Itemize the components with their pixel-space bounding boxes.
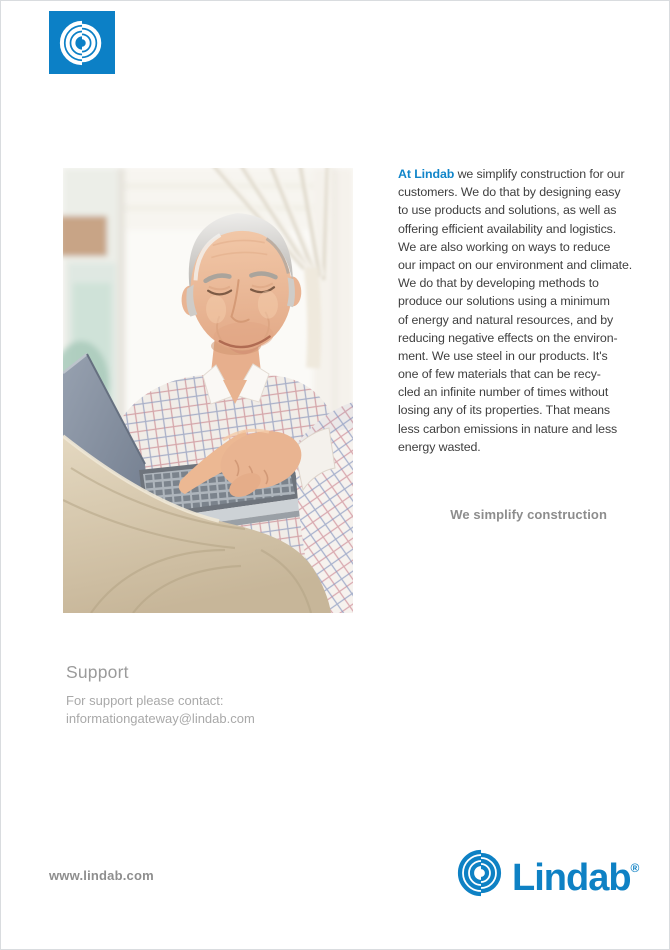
intro-body-line: to use products and solutions, as well as [398, 203, 617, 218]
intro-body-line: ment. We use steel in our products. It's [398, 348, 608, 363]
support-contact-line: For support please contact: [66, 693, 224, 708]
intro-body-line: reducing negative effects on the environ- [398, 330, 618, 345]
intro-body-line: We do that by developing methods to [398, 276, 599, 291]
lindab-logo-square [49, 11, 115, 74]
support-heading: Support [66, 662, 129, 682]
intro-first-line [398, 165, 625, 183]
hammock-photo [63, 168, 353, 613]
support-section [66, 662, 255, 727]
intro-lead: At Lindab [398, 167, 455, 181]
intro-body [398, 183, 633, 456]
intro-body-line: losing any of its properties. That means [398, 403, 611, 418]
intro-body-line: one of few materials that can be recy- [398, 367, 601, 382]
slogan: We simplify construction [450, 507, 607, 522]
lindab-spiral-icon [457, 849, 505, 897]
registered-mark: ® [630, 861, 640, 875]
intro-body-line: cled an infinite number of times without [398, 385, 609, 400]
website-link[interactable]: www.lindab.com [49, 868, 154, 883]
intro-body-line: of energy and natural resources, and by [398, 312, 614, 327]
intro-body-line: offering efficient availability and logistics. [398, 221, 617, 236]
lindab-spiral-icon [59, 20, 105, 66]
lindab-wordmark: Lindab® [512, 857, 640, 899]
intro-text [398, 165, 633, 456]
intro-body-line: customers. We do that by designing easy [398, 185, 621, 200]
hammock-photo-illustration [63, 168, 353, 613]
intro-body-line: We are also working on ways to reduce [398, 239, 611, 254]
intro-body-line: produce our solutions using a minimum [398, 294, 610, 309]
intro-body-line: less carbon emissions in nature and less [398, 421, 618, 436]
support-email[interactable]: informationgateway@lindab.com [66, 710, 255, 726]
intro-body-line: energy wasted. [398, 439, 481, 454]
lindab-logo [457, 844, 639, 902]
intro-body-line: our impact on our environment and climate. [398, 257, 633, 272]
intro-first-line-rest: we simplify construction for our [454, 167, 625, 181]
